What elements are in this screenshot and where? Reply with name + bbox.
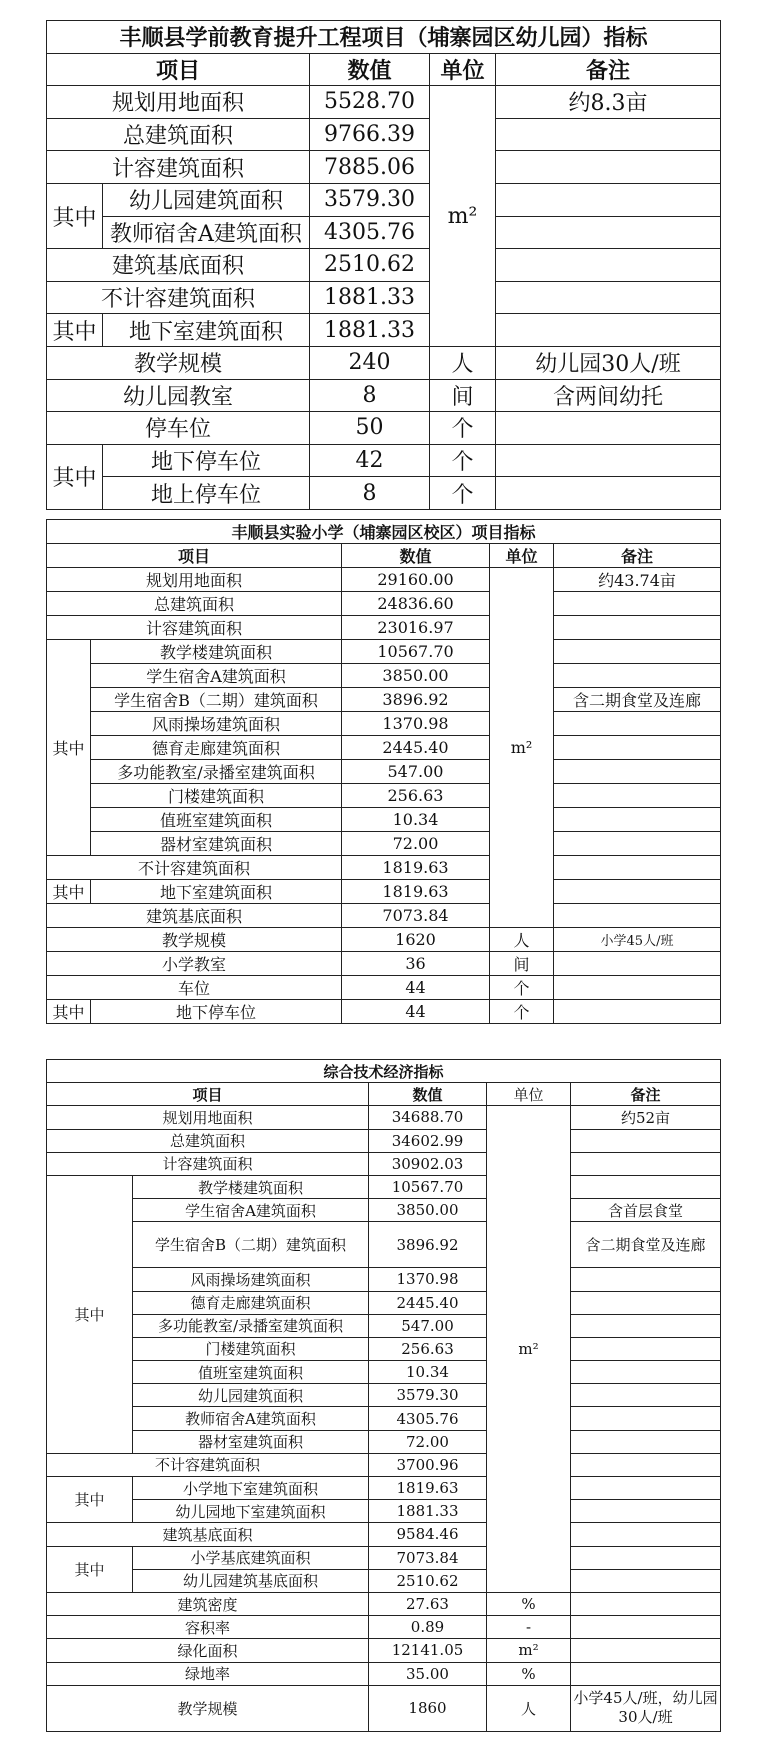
row-unit: 个	[430, 412, 496, 445]
row-note	[571, 1314, 721, 1337]
row-value: 44	[342, 1000, 490, 1024]
row-item: 学生宿舍A建筑面积	[133, 1199, 369, 1222]
row-item: 幼儿园教室	[47, 379, 310, 412]
row-note	[496, 314, 721, 347]
row-note: 小学45人/班	[554, 928, 721, 952]
row-item: 教学楼建筑面积	[91, 640, 342, 664]
row-value: 23016.97	[342, 616, 490, 640]
row-unit: 个	[490, 976, 554, 1000]
row-value: 10567.70	[342, 640, 490, 664]
row-item: 学生宿舍B（二期）建筑面积	[133, 1222, 369, 1268]
row-note	[554, 712, 721, 736]
row-item: 小学教室	[47, 952, 342, 976]
row-note	[554, 904, 721, 928]
row-item: 地下停车位	[91, 1000, 342, 1024]
row-note	[571, 1477, 721, 1500]
row-item: 教学规模	[47, 1685, 369, 1731]
row-note	[496, 281, 721, 314]
row-note	[571, 1569, 721, 1592]
row-item: 小学地下室建筑面积	[133, 1477, 369, 1500]
row-value: 1620	[342, 928, 490, 952]
row-value: 8	[310, 379, 430, 412]
row-item: 幼儿园建筑基底面积	[133, 1569, 369, 1592]
row-note: 约52亩	[571, 1106, 721, 1129]
row-item: 绿地率	[47, 1662, 369, 1685]
row-item: 值班室建筑面积	[91, 808, 342, 832]
row-item: 不计容建筑面积	[47, 856, 342, 880]
row-note	[496, 216, 721, 249]
row-value: 34688.70	[369, 1106, 487, 1129]
row-value: 240	[310, 346, 430, 379]
row-note	[554, 832, 721, 856]
row-value: 24836.60	[342, 592, 490, 616]
row-note	[554, 952, 721, 976]
row-unit: 人	[430, 346, 496, 379]
row-note	[571, 1361, 721, 1384]
column-header-value: 数值	[310, 53, 430, 86]
row-note: 含两间幼托	[496, 379, 721, 412]
row-note	[571, 1152, 721, 1175]
row-item: 幼儿园建筑面积	[103, 183, 310, 216]
row-value: 4305.76	[310, 216, 430, 249]
group-label: 其中	[47, 640, 91, 856]
row-item: 车位	[47, 976, 342, 1000]
row-note	[496, 183, 721, 216]
area-unit: m²	[490, 568, 554, 928]
row-value: 2445.40	[369, 1291, 487, 1314]
row-value: 3700.96	[369, 1453, 487, 1476]
row-item: 不计容建筑面积	[47, 1453, 369, 1476]
row-value: 10.34	[342, 808, 490, 832]
row-item: 地下室建筑面积	[103, 314, 310, 347]
row-item: 风雨操场建筑面积	[133, 1268, 369, 1291]
row-value: 50	[310, 412, 430, 445]
row-note	[496, 412, 721, 445]
table-title: 丰顺县学前教育提升工程项目（埔寨园区幼儿园）指标	[47, 21, 721, 54]
row-note	[496, 477, 721, 510]
row-unit: %	[487, 1592, 571, 1615]
row-item: 教学规模	[47, 928, 342, 952]
row-item: 总建筑面积	[47, 1129, 369, 1152]
row-item: 建筑基底面积	[47, 904, 342, 928]
row-item: 门楼建筑面积	[91, 784, 342, 808]
group-label: 其中	[47, 1175, 133, 1453]
row-note	[571, 1453, 721, 1476]
row-value: 9766.39	[310, 118, 430, 151]
row-value: 12141.05	[369, 1639, 487, 1662]
row-item: 多功能教室/录播室建筑面积	[133, 1314, 369, 1337]
row-item: 总建筑面积	[47, 592, 342, 616]
row-unit: -	[487, 1616, 571, 1639]
row-value: 72.00	[342, 832, 490, 856]
row-note	[571, 1129, 721, 1152]
row-item: 计容建筑面积	[47, 616, 342, 640]
row-value: 3579.30	[310, 183, 430, 216]
table-title: 丰顺县实验小学（埔寨园区校区）项目指标	[47, 520, 721, 544]
row-note	[571, 1546, 721, 1569]
column-header-note: 备注	[571, 1083, 721, 1106]
row-note	[571, 1616, 721, 1639]
row-value: 1860	[369, 1685, 487, 1731]
row-value: 9584.46	[369, 1523, 487, 1546]
row-note	[496, 118, 721, 151]
row-item: 计容建筑面积	[47, 151, 310, 184]
row-value: 27.63	[369, 1592, 487, 1615]
row-item: 总建筑面积	[47, 118, 310, 151]
row-value: 3896.92	[342, 688, 490, 712]
row-value: 2445.40	[342, 736, 490, 760]
row-item: 教学规模	[47, 346, 310, 379]
row-unit: 个	[490, 1000, 554, 1024]
row-note	[496, 444, 721, 477]
area-unit: m²	[487, 1106, 571, 1593]
row-note	[554, 880, 721, 904]
row-value: 29160.00	[342, 568, 490, 592]
row-item: 计容建筑面积	[47, 1152, 369, 1175]
row-unit: m²	[487, 1639, 571, 1662]
row-note	[571, 1430, 721, 1453]
row-value: 1370.98	[369, 1268, 487, 1291]
row-item: 建筑基底面积	[47, 1523, 369, 1546]
row-item: 教师宿舍A建筑面积	[103, 216, 310, 249]
row-note	[554, 1000, 721, 1024]
row-value: 8	[310, 477, 430, 510]
row-value: 44	[342, 976, 490, 1000]
row-note	[554, 640, 721, 664]
row-note	[554, 760, 721, 784]
group-label: 其中	[47, 444, 103, 509]
row-note	[571, 1268, 721, 1291]
summary-indicator-table	[46, 1059, 721, 1732]
row-value: 4305.76	[369, 1407, 487, 1430]
row-note	[554, 808, 721, 832]
row-item: 建筑基底面积	[47, 249, 310, 282]
row-value: 1819.63	[369, 1477, 487, 1500]
row-value: 1370.98	[342, 712, 490, 736]
column-header-value: 数值	[369, 1083, 487, 1106]
row-note	[571, 1500, 721, 1523]
row-unit: 个	[430, 477, 496, 510]
column-header-unit: 单位	[487, 1083, 571, 1106]
row-value: 36	[342, 952, 490, 976]
row-value: 7885.06	[310, 151, 430, 184]
row-item: 规划用地面积	[47, 568, 342, 592]
row-note	[571, 1523, 721, 1546]
row-item: 学生宿舍A建筑面积	[91, 664, 342, 688]
row-item: 规划用地面积	[47, 1106, 369, 1129]
row-value: 3850.00	[369, 1199, 487, 1222]
row-note	[571, 1337, 721, 1360]
row-note: 约8.3亩	[496, 86, 721, 119]
row-unit: 人	[487, 1685, 571, 1731]
row-value: 34602.99	[369, 1129, 487, 1152]
row-note	[496, 151, 721, 184]
column-header-item: 项目	[47, 1083, 369, 1106]
row-note: 含二期食堂及连廊	[554, 688, 721, 712]
row-note	[554, 664, 721, 688]
row-note	[554, 616, 721, 640]
row-value: 10567.70	[369, 1175, 487, 1198]
row-item: 器材室建筑面积	[91, 832, 342, 856]
row-unit: 间	[430, 379, 496, 412]
row-item: 绿化面积	[47, 1639, 369, 1662]
row-value: 2510.62	[310, 249, 430, 282]
row-value: 547.00	[369, 1314, 487, 1337]
row-value: 30902.03	[369, 1152, 487, 1175]
row-item: 多功能教室/录播室建筑面积	[91, 760, 342, 784]
row-value: 7073.84	[369, 1546, 487, 1569]
group-label: 其中	[47, 880, 91, 904]
row-value: 3896.92	[369, 1222, 487, 1268]
row-item: 不计容建筑面积	[47, 281, 310, 314]
row-item: 地下室建筑面积	[91, 880, 342, 904]
area-unit: m²	[430, 86, 496, 347]
column-header-note: 备注	[554, 544, 721, 568]
row-note	[571, 1639, 721, 1662]
table-title: 综合技术经济指标	[47, 1060, 721, 1083]
row-item: 德育走廊建筑面积	[133, 1291, 369, 1314]
column-header-item: 项目	[47, 544, 342, 568]
row-note	[554, 784, 721, 808]
row-value: 2510.62	[369, 1569, 487, 1592]
row-value: 7073.84	[342, 904, 490, 928]
row-value: 0.89	[369, 1616, 487, 1639]
row-note: 含首层食堂	[571, 1199, 721, 1222]
row-item: 小学基底建筑面积	[133, 1546, 369, 1569]
primary-school-indicator-table	[46, 519, 721, 1024]
row-value: 3850.00	[342, 664, 490, 688]
row-value: 35.00	[369, 1662, 487, 1685]
row-note	[571, 1592, 721, 1615]
column-header-unit: 单位	[490, 544, 554, 568]
row-item: 规划用地面积	[47, 86, 310, 119]
row-note	[554, 856, 721, 880]
group-label: 其中	[47, 314, 103, 347]
row-item: 停车位	[47, 412, 310, 445]
group-label: 其中	[47, 1477, 133, 1523]
row-item: 风雨操场建筑面积	[91, 712, 342, 736]
row-value: 10.34	[369, 1361, 487, 1384]
row-item: 地上停车位	[103, 477, 310, 510]
row-item: 教学楼建筑面积	[133, 1175, 369, 1198]
row-item: 地下停车位	[103, 444, 310, 477]
column-header-value: 数值	[342, 544, 490, 568]
row-note	[571, 1175, 721, 1198]
row-value: 1881.33	[310, 281, 430, 314]
row-value: 5528.70	[310, 86, 430, 119]
column-header-unit: 单位	[430, 53, 496, 86]
row-item: 值班室建筑面积	[133, 1361, 369, 1384]
row-item: 建筑密度	[47, 1592, 369, 1615]
row-value: 72.00	[369, 1430, 487, 1453]
row-value: 3579.30	[369, 1384, 487, 1407]
row-value: 256.63	[342, 784, 490, 808]
row-note	[554, 592, 721, 616]
column-header-note: 备注	[496, 53, 721, 86]
row-item: 教师宿舍A建筑面积	[133, 1407, 369, 1430]
row-item: 器材室建筑面积	[133, 1430, 369, 1453]
group-label: 其中	[47, 183, 103, 248]
row-value: 1819.63	[342, 856, 490, 880]
group-label: 其中	[47, 1546, 133, 1592]
row-unit: %	[487, 1662, 571, 1685]
row-unit: 间	[490, 952, 554, 976]
row-note	[571, 1662, 721, 1685]
row-note	[571, 1291, 721, 1314]
row-note: 小学45人/班，幼儿园30人/班	[571, 1685, 721, 1731]
row-note: 约43.74亩	[554, 568, 721, 592]
row-item: 容积率	[47, 1616, 369, 1639]
group-label: 其中	[47, 1000, 91, 1024]
row-item: 幼儿园地下室建筑面积	[133, 1500, 369, 1523]
row-note	[554, 976, 721, 1000]
row-note	[571, 1384, 721, 1407]
row-unit: 人	[490, 928, 554, 952]
row-unit: 个	[430, 444, 496, 477]
row-value: 547.00	[342, 760, 490, 784]
row-note	[496, 249, 721, 282]
row-item: 学生宿舍B（二期）建筑面积	[91, 688, 342, 712]
column-header-item: 项目	[47, 53, 310, 86]
row-value: 256.63	[369, 1337, 487, 1360]
row-value: 42	[310, 444, 430, 477]
row-item: 门楼建筑面积	[133, 1337, 369, 1360]
row-note	[571, 1407, 721, 1430]
row-value: 1819.63	[342, 880, 490, 904]
row-value: 1881.33	[369, 1500, 487, 1523]
row-note: 幼儿园30人/班	[496, 346, 721, 379]
row-note	[554, 736, 721, 760]
row-note: 含二期食堂及连廊	[571, 1222, 721, 1268]
row-item: 幼儿园建筑面积	[133, 1384, 369, 1407]
row-item: 德育走廊建筑面积	[91, 736, 342, 760]
row-value: 1881.33	[310, 314, 430, 347]
kindergarten-indicator-table	[46, 20, 721, 510]
